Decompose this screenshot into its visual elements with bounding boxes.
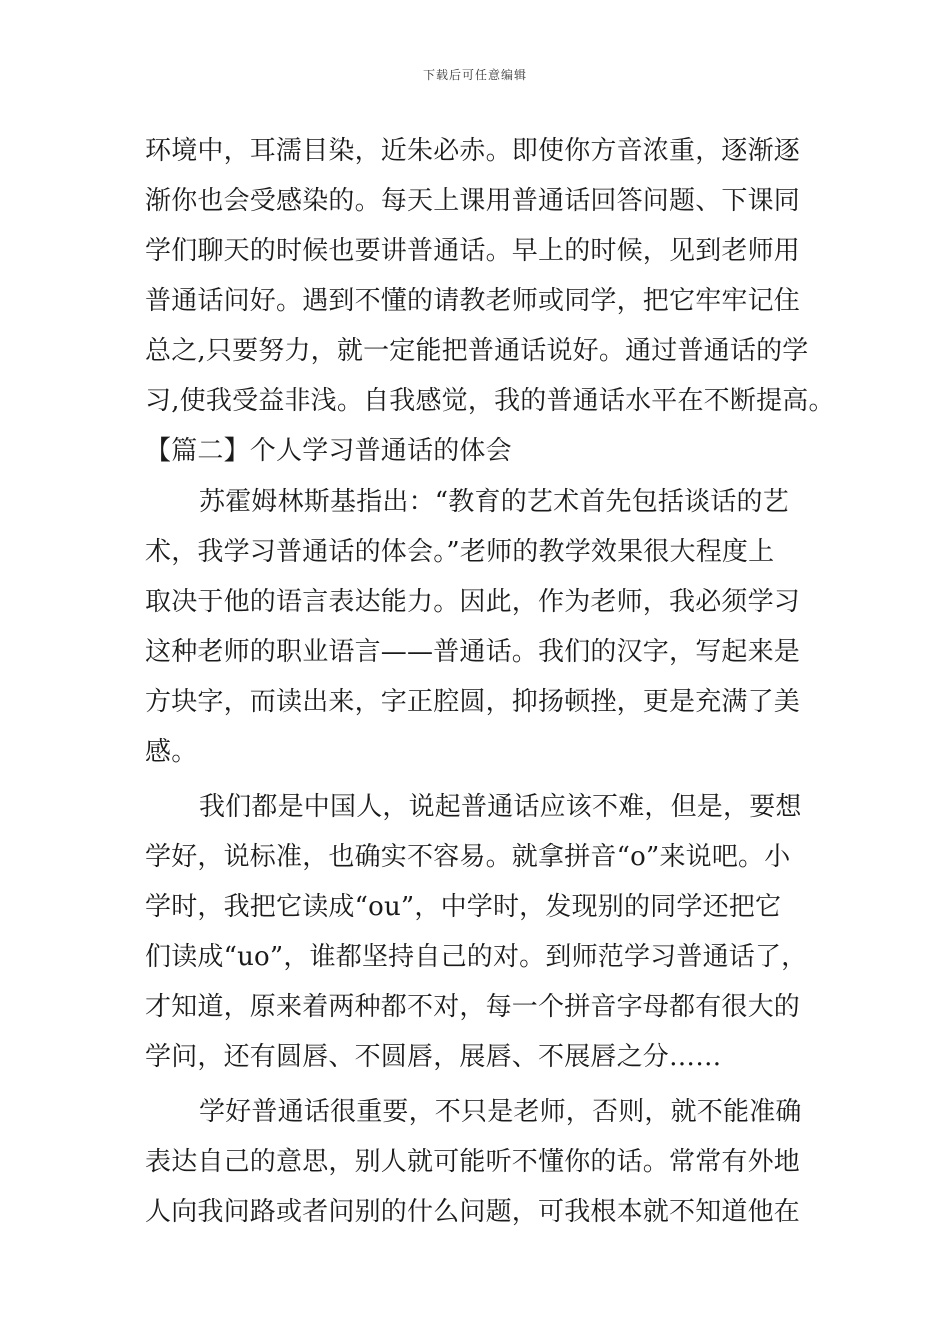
text-line: 习,使我受益非浅。自我感觉，我的普通话水平在不断提高。	[145, 386, 835, 416]
text-line: 学好普通话很重要，不只是老师，否则，就不能准确	[199, 1097, 802, 1127]
text-line: 学时，我把它读成“ou”，中学时，发现别的同学还把它	[145, 892, 782, 922]
text-line: 学好，说标准，也确实不容易。就拿拼音“o”来说吧。小	[145, 842, 791, 872]
text-line: 苏霍姆林斯基指出：“教育的艺术首先包括谈话的艺	[199, 487, 789, 517]
text-line: 才知道，原来着两种都不对，每一个拼音字母都有很大的	[145, 992, 801, 1022]
text-line: 普通话问好。遇到不懂的请教老师或同学，把它牢牢记住	[145, 286, 801, 316]
paragraph	[145, 126, 835, 426]
page-header: 下载后可任意编辑	[422, 68, 527, 82]
text-line: 学们聊天的时候也要讲普通话。早上的时候，见到老师用	[145, 236, 801, 266]
document-body	[145, 126, 835, 1237]
text-line: 感。	[145, 737, 198, 767]
text-line: 人向我问路或者问别的什么问题，可我根本就不知道他在	[145, 1197, 801, 1227]
text-line: 我们都是中国人，说起普通话应该不难，但是，要想	[199, 792, 802, 822]
text-line: 表达自己的意思，别人就可能听不懂你的话。常常有外地	[145, 1147, 801, 1177]
paragraph	[145, 477, 825, 777]
text-line: 术，我学习普通话的体会。”老师的教学效果很大程度上	[145, 537, 775, 567]
text-line: 方块字，而读出来，字正腔圆，抑扬顿挫，更是充满了美	[145, 687, 801, 717]
text-line: 总之,只要努力，就一定能把普通话说好。通过普通话的学	[145, 336, 809, 366]
paragraph	[145, 782, 825, 1082]
text-line: 渐你也会受感染的。每天上课用普通话回答问题、下课同	[145, 186, 801, 216]
text-line: 这种老师的职业语言——普通话。我们的汉字，写起来是	[145, 637, 801, 667]
paragraph	[145, 1087, 825, 1237]
text-line: 取决于他的语言表达能力。因此，作为老师，我必须学习	[145, 587, 801, 617]
section-heading	[145, 426, 825, 476]
text-line: 学问，还有圆唇、不圆唇，展唇、不展唇之分……	[145, 1042, 722, 1072]
text-line: 环境中，耳濡目染，近朱必赤。即使你方音浓重，逐渐逐	[145, 136, 801, 166]
text-line: 们读成“uo”，谁都坚持自己的对。到师范学习普通话了，	[145, 942, 808, 972]
heading-line: 【篇二】个人学习普通话的体会	[145, 436, 512, 466]
